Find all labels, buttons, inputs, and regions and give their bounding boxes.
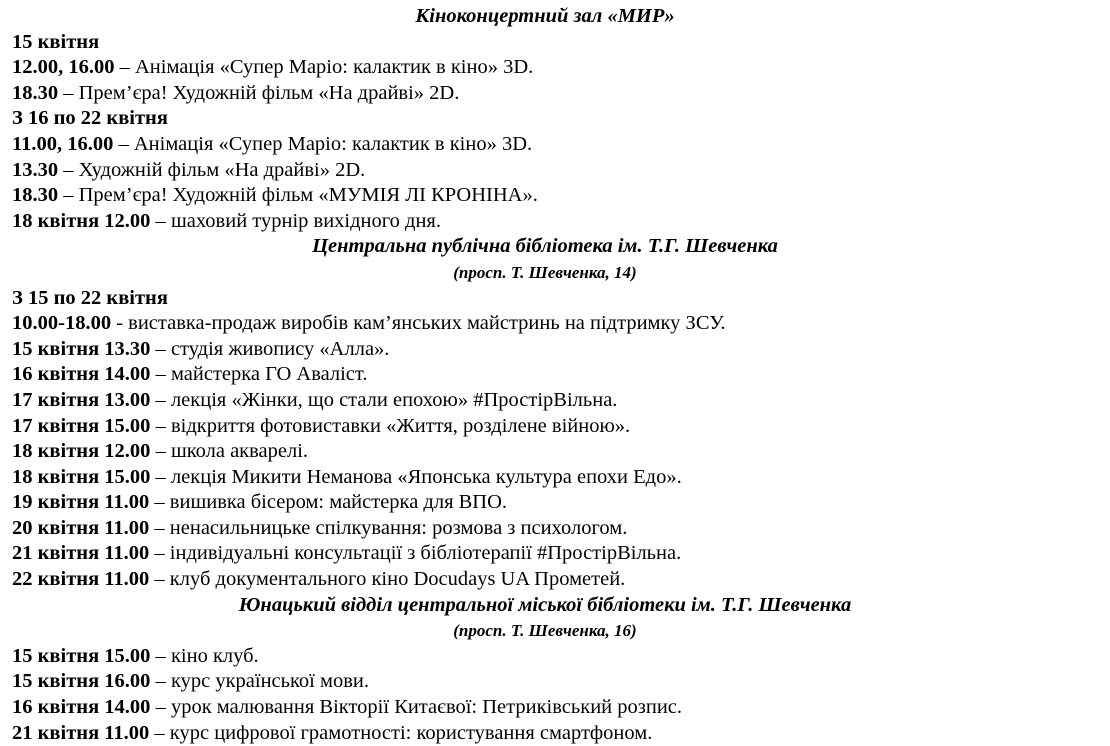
event-text: – ненасильницьке спілкування: розмова з психологом. [149, 516, 628, 539]
event-text: – клуб документального кіно Docudays UA Прометей. [149, 568, 626, 591]
schedule-item [12, 209, 1078, 235]
event-text: – лекція Микити Неманова «Японська культура епохи Едо». [150, 465, 682, 488]
schedule-item [12, 695, 1078, 721]
time-label: 22 квітня 11.00 [12, 568, 150, 591]
time-label: 18 квітня 12.00 [12, 209, 151, 232]
date-heading: З 16 по 22 квітня [12, 107, 168, 130]
time-label: 21 квітня 11.00 [12, 542, 150, 565]
event-text: – урок малювання Вікторії Китаєвої: Петриківський розпис. [150, 696, 683, 719]
schedule-item [12, 388, 1078, 414]
venue-address: (просп. Т. Шевченка, 16) [453, 621, 637, 641]
venue-address: (просп. Т. Шевченка, 14) [453, 262, 637, 282]
event-text: – відкриття фотовиставки «Життя, розділене війною». [150, 414, 631, 437]
time-label: 18.30 [12, 81, 59, 104]
time-label: 18 квітня 12.00 [12, 440, 151, 463]
time-label: 16 квітня 14.00 [12, 696, 151, 719]
venue-title: Центральна публічна бібліотека ім. Т.Г. Шевченка [312, 235, 778, 258]
time-label: 15 квітня 15.00 [12, 644, 151, 667]
schedule-item [12, 567, 1078, 593]
event-text: – шаховий турнір вихідного дня. [150, 209, 441, 232]
time-label: 21 квітня 11.00 [12, 721, 150, 744]
schedule-item [12, 414, 1078, 440]
schedule-item [12, 132, 1078, 158]
event-text: – індивідуальні консультації з бібліотерапії #ПростірВільна. [149, 542, 682, 565]
schedule-item [12, 490, 1078, 516]
schedule-item [12, 311, 1078, 337]
event-text: – Прем’єра! Художній фільм «МУМІЯ ЛІ КРОНІНА». [58, 184, 538, 207]
event-schedule [12, 4, 1078, 746]
event-text: – кіно клуб. [150, 644, 259, 667]
event-text: – Прем’єра! Художній фільм «На драйві» 2D. [58, 81, 460, 104]
schedule-item [12, 644, 1078, 670]
time-label: 17 квітня 15.00 [12, 414, 151, 437]
schedule-item [12, 721, 1078, 746]
schedule-item [12, 669, 1078, 695]
time-label: 15 квітня 13.30 [12, 337, 151, 360]
time-label: 20 квітня 11.00 [12, 516, 150, 539]
schedule-item [12, 55, 1078, 81]
schedule-item [12, 362, 1078, 388]
event-text: - виставка-продаж виробів кам’янських майстринь на підтримку ЗСУ. [111, 312, 726, 335]
event-text: – Анімація «Супер Маріо: калактик в кіно» 3D. [113, 132, 533, 155]
time-label: 19 квітня 11.00 [12, 491, 150, 514]
schedule-item [12, 516, 1078, 542]
event-text: – школа акварелі. [150, 440, 309, 463]
time-label: 11.00, 16.00 [12, 132, 114, 155]
time-label: 18 квітня 15.00 [12, 465, 151, 488]
schedule-item [12, 81, 1078, 107]
time-label: 16 квітня 14.00 [12, 363, 151, 386]
schedule-item [12, 183, 1078, 209]
schedule-item [12, 158, 1078, 184]
venue-title: Юнацький відділ центральної міської бібліотеки ім. Т.Г. Шевченка [238, 593, 852, 616]
event-text: – Анімація «Супер Маріо: калактик в кіно» 3D. [114, 56, 534, 79]
schedule-item [12, 541, 1078, 567]
date-heading: 15 квітня [12, 30, 100, 53]
time-label: 17 квітня 13.00 [12, 388, 151, 411]
schedule-item [12, 337, 1078, 363]
schedule-item [12, 439, 1078, 465]
time-label: 12.00, 16.00 [12, 56, 115, 79]
event-text: – вишивка бісером: майстерка для ВПО. [149, 491, 508, 514]
time-label: 15 квітня 16.00 [12, 670, 151, 693]
event-text: – курс української мови. [150, 670, 369, 693]
event-text: – майстерка ГО Аваліст. [150, 363, 368, 386]
date-heading: З 15 по 22 квітня [12, 286, 168, 309]
time-label: 10.00-18.00 [12, 312, 112, 335]
time-label: 18.30 [12, 184, 59, 207]
event-text: – Художній фільм «На драйві» 2D. [58, 158, 366, 181]
schedule-item [12, 465, 1078, 491]
event-text: – курс цифрової грамотності: користування смартфоном. [149, 721, 653, 744]
venue-title: Кіноконцертний зал «МИР» [415, 5, 675, 27]
event-text: – студія живопису «Алла». [150, 337, 390, 360]
time-label: 13.30 [12, 158, 59, 181]
event-text: – лекція «Жінки, що стали епохою» #ПростірВільна. [150, 388, 618, 411]
